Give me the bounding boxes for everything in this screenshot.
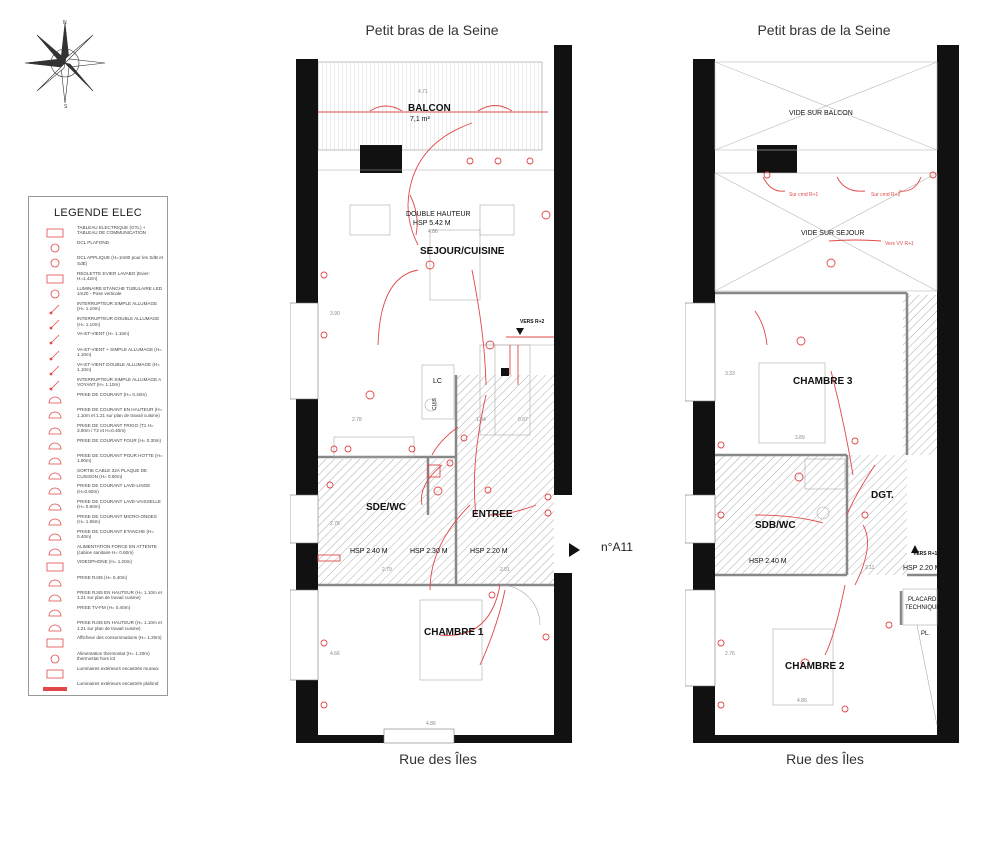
dim-dgt: 2.11: [865, 565, 875, 571]
placard-label-1: PLACARD: [908, 597, 937, 603]
room-balcon: BALCON: [408, 103, 451, 114]
dim-ch3-h: 3.89: [795, 435, 805, 441]
door-number: n°A11: [601, 540, 633, 554]
dim-sde-h: 2.79: [382, 567, 392, 573]
left-floor-plan: [290, 45, 600, 750]
legend-item-label: PRISE DE COURANT LAVE-LINGE (H=0.60m): [77, 483, 151, 494]
room-sde-wc: SDE/WC: [366, 502, 406, 513]
legend-item-label: VA-ET-VIENT DOUBLE ALLUMAGE (H= 1.10m): [77, 361, 160, 373]
vide-sejour-label: VIDE SUR SEJOUR: [801, 230, 865, 237]
legend-item-label: PRISE DE COURANT FOUR (H= 0.30m): [77, 437, 162, 443]
dim-entree-h: 2.01: [500, 567, 510, 573]
balcon-area: 7,1 m²: [410, 116, 430, 123]
hsp-vertical: HSP 2.25 M: [552, 641, 559, 679]
legend-item-label: PRISE TV-FM (H= 0.40m): [77, 605, 131, 610]
legend-item-label: PRISE DE COURANT FRIGO (T1 H= 3.80m / T2 et H=0.40m): [77, 422, 154, 433]
dim-ch1-h: 4.86: [426, 721, 436, 727]
legend-item-label: VA-ET-VIENT + SIMPLE ALLUMAGE (H= 1.10m): [77, 346, 162, 357]
legend-item-label: PRISE DE COURANT ETANCHE (H= 0.40m): [77, 529, 155, 540]
room-chambre-2: CHAMBRE 2: [785, 661, 845, 672]
compass-rose-icon: [20, 18, 110, 108]
legend-symbol-icon: [39, 682, 71, 698]
room-sdb-wc: SDB/WC: [755, 520, 796, 531]
legend-item-label: PRISE DE COURANT POUR HOTTE (H= 1.90m): [77, 453, 163, 464]
legend-item-label: PRISE RJ45 EN HAUTEUR (H= 1.10m et 1.21 sur plan de travail cuisine): [77, 620, 162, 631]
double-hauteur-hsp: HSP 5.42 M: [413, 220, 451, 227]
legend-item-label: INTERRUPTEUR SIMPLE ALLUMAGE (H= 1.10m): [77, 301, 158, 312]
legend-item-label: INTERRUPTEUR SIMPLE ALLUMAGE A VOYANT (H= 1.10m): [77, 377, 161, 388]
legend-item-label: REGLETTE EVIER LAVABO (Evier: H=1.42m): [77, 270, 150, 281]
double-hauteur-label: DOUBLE HAUTEUR: [406, 211, 471, 218]
right-floor-plan: [685, 45, 965, 750]
legend-item-label: INTERRUPTEUR DOUBLE ALLUMAGE (H= 1.10m): [77, 316, 160, 327]
hsp-sde: HSP 2.40 M: [350, 548, 388, 555]
annotation-vv-r1: Vers VV R+1: [885, 241, 914, 247]
legend-item-label: DCL PLAFOND: [77, 240, 109, 246]
legend-item-label: ALIMENTATION FORCE EN ATTENTE (cabine sanitaire H= 0.60m): [77, 544, 157, 555]
dim-ch2-h: 4.86: [797, 698, 807, 704]
legend-item-label: Afficheur des consommations (H= 1.20m): [77, 635, 162, 641]
legend-item-label: PRISE DE COURANT (H= 0.40m): [77, 392, 147, 398]
room-entree: ENTREE: [472, 509, 513, 520]
dim-balcon: 4.71: [418, 89, 428, 95]
right-plan-bottom-label: Rue des Îles: [786, 751, 864, 767]
dim-sejour-left: 2.78: [352, 417, 362, 423]
legend-item-label: TABLEAU ELECTRIQUE (GTL) + TABLEAU DE COMMUNICATION: [77, 225, 146, 236]
legend-item-label: VA-ET-VIENT (H= 1.10m): [77, 331, 130, 337]
legend-item-label: PRISE RJ45 (H= 0.40m): [77, 574, 128, 580]
legend-item-label: DCL APPLIQUE (H=1m80 pour les SdB et SdE): [77, 255, 164, 266]
legend-item-label: PRISE RJ45 EN HAUTEUR (H= 1.10m et 1.21 sur plan de travail cuisine): [77, 589, 162, 601]
right-plan-top-label: Petit bras de la Seine: [757, 22, 891, 38]
legend-item-label: LUMINAIRE ETANCHE TUBULAIRE LED 1m20 - Pose verticale: [77, 285, 163, 297]
legend-item-label: PRISE DE COURANT EN HAUTEUR (H= 1.10m et 1.21 sur plan de travail cuisine): [77, 407, 163, 418]
legend-item-label: Alimentation thermostat (H= 1.20m) thermostat hors lot: [77, 650, 150, 661]
lc-label: LC: [433, 378, 442, 385]
left-plan-top-label: Petit bras de la Seine: [365, 22, 499, 38]
dim-ch1-v: 4.66: [330, 651, 340, 657]
placard-label-2: TECHNIQUE: [905, 605, 941, 611]
dim-ch3-v: 3.33: [725, 371, 735, 377]
hsp-mid: HSP 2.30 M: [410, 548, 448, 555]
legend-item: [29, 681, 167, 699]
compass-north-label: N: [63, 20, 67, 26]
room-dgt: DGT.: [871, 490, 894, 501]
electrical-legend: [28, 196, 168, 696]
legend-item-label: SORTIE CABLE 32A PLAQUE DE CUISSON (H= 0.60m): [77, 468, 148, 479]
dim-sejour-top: 4.86: [428, 229, 438, 235]
legend-item-label: Luminaires extérieurs encastrés plafond: [77, 681, 159, 686]
hsp-dgt: HSP 2.20 M: [903, 565, 941, 572]
legend-item-label: Luminaires extérieurs encastrés muraux: [77, 665, 159, 671]
compass-south-label: S: [64, 104, 68, 108]
dim-sde-v: 2.76: [330, 521, 340, 527]
pl-label: PL.: [921, 631, 931, 637]
legend-item-label: VIDEOPHONE (H= 1.20m): [77, 559, 133, 565]
cuis-label: CUIS: [432, 398, 438, 410]
legend-title: LEGENDE ELEC: [54, 207, 142, 219]
room-chambre-1: CHAMBRE 1: [424, 627, 484, 638]
room-chambre-3: CHAMBRE 3: [793, 376, 853, 387]
legend-item-label: PRISE DE COURANT MICRO-ONDES (H= 1.65m): [77, 513, 157, 525]
stairs-down-label: VERS R+1: [913, 551, 938, 557]
left-plan-bottom-label: Rue des Îles: [399, 751, 477, 767]
annotation-cmd-r2: Sur cmd R+2: [871, 192, 901, 198]
legend-item-label: PRISE DE COURANT LAVE-VAISSELLE (H= 0.60m): [77, 498, 161, 509]
dim-ch2-v: 2.76: [725, 651, 735, 657]
dim-entree-b: 0.97: [518, 417, 528, 423]
stairs-up-label: VERS R+2: [520, 319, 545, 325]
dim-sejour-v: 3.90: [330, 311, 340, 317]
dim-entree-a: 1.04: [476, 417, 486, 423]
hsp-entree: HSP 2.20 M: [470, 548, 508, 555]
annotation-cmd-r1: Sur cmd R+1: [789, 192, 819, 198]
hsp-sdb: HSP 2.40 M: [749, 558, 787, 565]
room-sejour-cuisine: SEJOUR/CUISINE: [420, 246, 505, 257]
vide-balcon-label: VIDE SUR BALCON: [789, 110, 853, 117]
